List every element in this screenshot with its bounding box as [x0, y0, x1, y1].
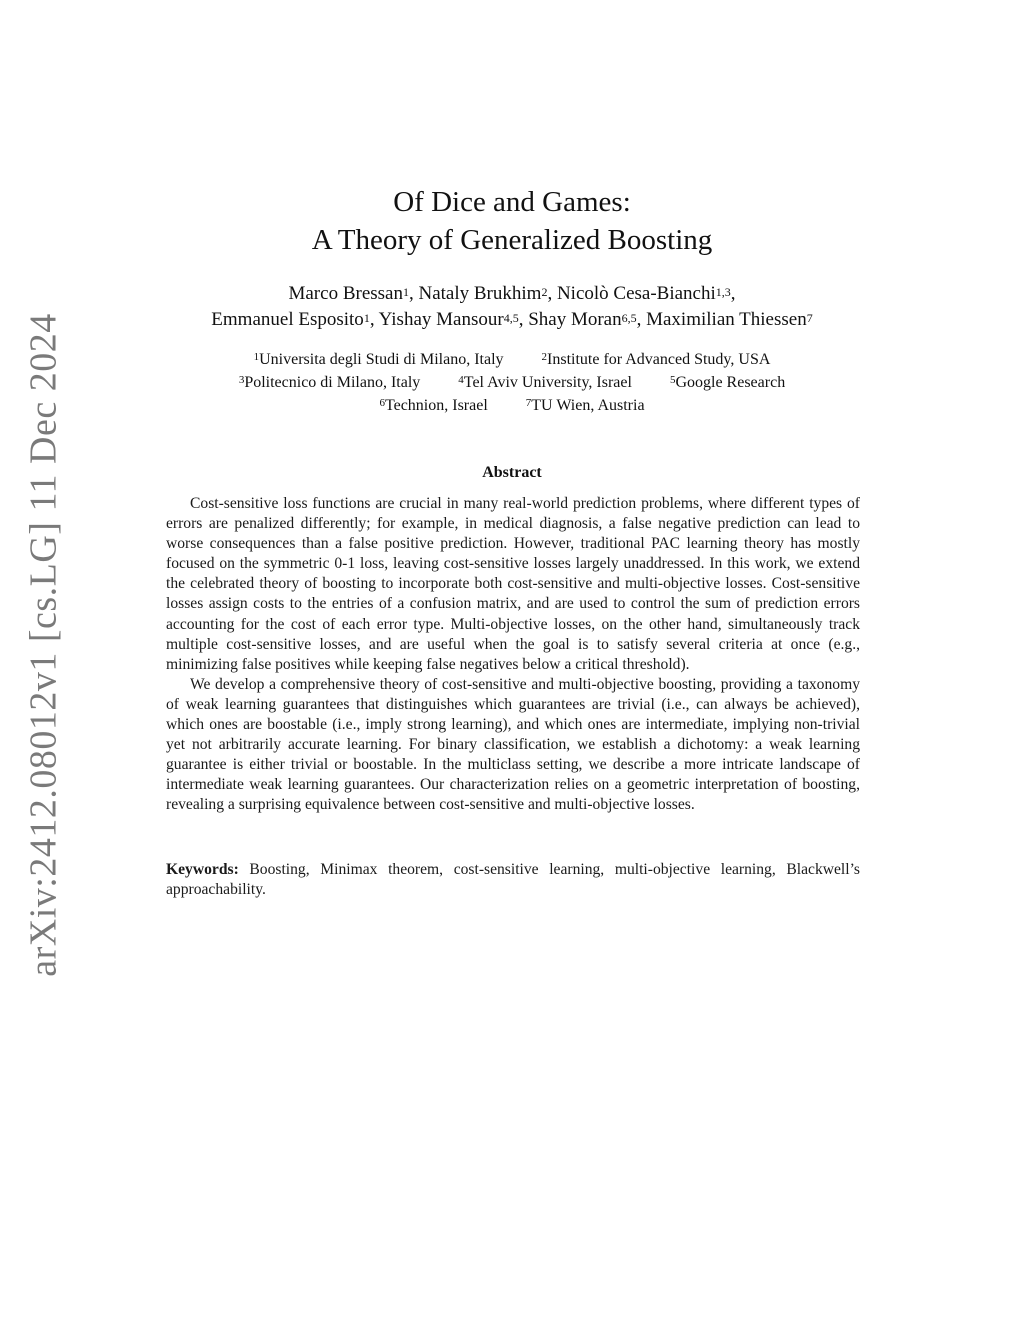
keywords [166, 860, 860, 900]
affiliation-line-2 [0, 371, 1024, 394]
author-name: Marco Bressan [288, 283, 403, 304]
affiliation-list [0, 348, 1024, 417]
keywords-label: Keywords: [166, 861, 239, 878]
affiliation-name: Politecnico di Milano, Italy [244, 374, 421, 391]
affiliation-marker: 7 [525, 397, 532, 409]
author-separator: , [730, 283, 736, 304]
author-affiliation-marker: 1,3 [715, 285, 731, 299]
affiliation-name: Tel Aviv University, Israel [463, 374, 632, 391]
author-name: Maximilian Thiessen [646, 309, 807, 330]
author-line-2 [0, 307, 1024, 333]
author-separator: , [369, 309, 379, 330]
affiliation-name: Technion, Israel [384, 397, 488, 414]
affiliation-name: Google Research [675, 374, 786, 391]
title-line-1: Of Dice and Games: [393, 186, 631, 218]
author-name: Emmanuel Esposito [211, 309, 364, 330]
arxiv-identifier-stamp [14, 313, 74, 977]
author-name: Nataly Brukhim [418, 283, 542, 304]
abstract-paragraph-2: We develop a comprehensive theory of cost-sensitive and multi-objective boosting, providing a taxonomy of weak learning guarantees that distinguishes which guarantees are trivial (i.e., can always be achieved), which ones are boostable (i.e., imply strong learning), and which ones are intermediate, implying non-trivial yet not arbitrarily accurate learning. For binary classification, we establish a dichotomy: a weak learning guarantee is either trivial or boostable. In the multiclass setting, we describe a more intricate landscape of intermediate weak learning guarantees. Our characterization relies on a geometric interpretation of boosting, revealing a surprising equivalence between cost-sensitive and multi-objective losses. [166, 675, 860, 814]
affiliation-line-1 [0, 348, 1024, 371]
author-name: Yishay Mansour [378, 309, 504, 330]
affiliation [254, 351, 504, 368]
author-affiliation-marker: 4,5 [503, 311, 519, 325]
affiliation [458, 374, 632, 391]
author-separator: , [408, 283, 419, 304]
affiliation-marker: 4 [458, 374, 464, 386]
author-separator: , [518, 309, 529, 330]
author-separator: , [547, 283, 557, 304]
author-name: Nicolò Cesa-Bianchi [556, 283, 716, 304]
arxiv-identifier-text: arXiv:2412.08012v1 [cs.LG] 11 Dec 2024 [23, 313, 65, 977]
author-line-1 [0, 281, 1024, 307]
keywords-text: Boosting, Minimax theorem, cost-sensitive learning, multi-objective learning, Blackwell’s approachability. [166, 861, 860, 899]
paper-title [0, 183, 1024, 259]
affiliation-marker: 1 [253, 351, 260, 363]
affiliation [542, 351, 771, 368]
author-affiliation-marker: 2 [541, 285, 548, 299]
abstract-body [166, 494, 860, 816]
abstract-paragraph-1: Cost-sensitive loss functions are crucial in many real-world prediction problems, where different types of errors are penalized differently; for example, in medical diagnosis, a false negative prediction can lead to worse consequences than a false positive prediction. However, traditional PAC learning theory has mostly focused on the symmetric 0-1 loss, leaving cost-sensitive losses largely unaddressed. In this work, we extend the celebrated theory of boosting to incorporate both cost-sensitive and multi-objective losses. Cost-sensitive losses assign costs to the entries of a confusion matrix, and are used to control the sum of prediction errors accounting for the cost of each error type. Multi-objective losses, on the other hand, simultaneously track multiple cost-sensitive losses, and are useful when the goal is to satisfy several criteria at once (e.g., minimizing false positives while keeping false negatives below a critical threshold). [166, 495, 860, 673]
affiliation-marker: 6 [379, 397, 385, 409]
affiliation-line-3 [0, 394, 1024, 417]
affiliation-name: Institute for Advanced Study, USA [547, 351, 771, 368]
author-affiliation-marker: 1 [363, 311, 370, 325]
author-affiliation-marker: 1 [402, 285, 409, 299]
affiliation [670, 374, 785, 391]
affiliation-name: TU Wien, Austria [531, 397, 645, 414]
author-separator: , [636, 309, 647, 330]
affiliation-name: Universita degli Studi di Milano, Italy [259, 351, 504, 368]
author-affiliation-marker: 6,5 [621, 311, 637, 325]
affiliation-marker: 3 [238, 374, 245, 386]
affiliation-marker: 2 [541, 351, 548, 363]
abstract-heading: Abstract [482, 464, 542, 481]
affiliation [379, 397, 487, 414]
affiliation-marker: 5 [669, 374, 676, 386]
author-affiliation-marker: 7 [806, 311, 813, 325]
author-name: Shay Moran [528, 309, 622, 330]
title-line-2: A Theory of Generalized Boosting [311, 224, 713, 256]
affiliation [526, 397, 645, 414]
affiliation [239, 374, 420, 391]
author-list [0, 281, 1024, 333]
